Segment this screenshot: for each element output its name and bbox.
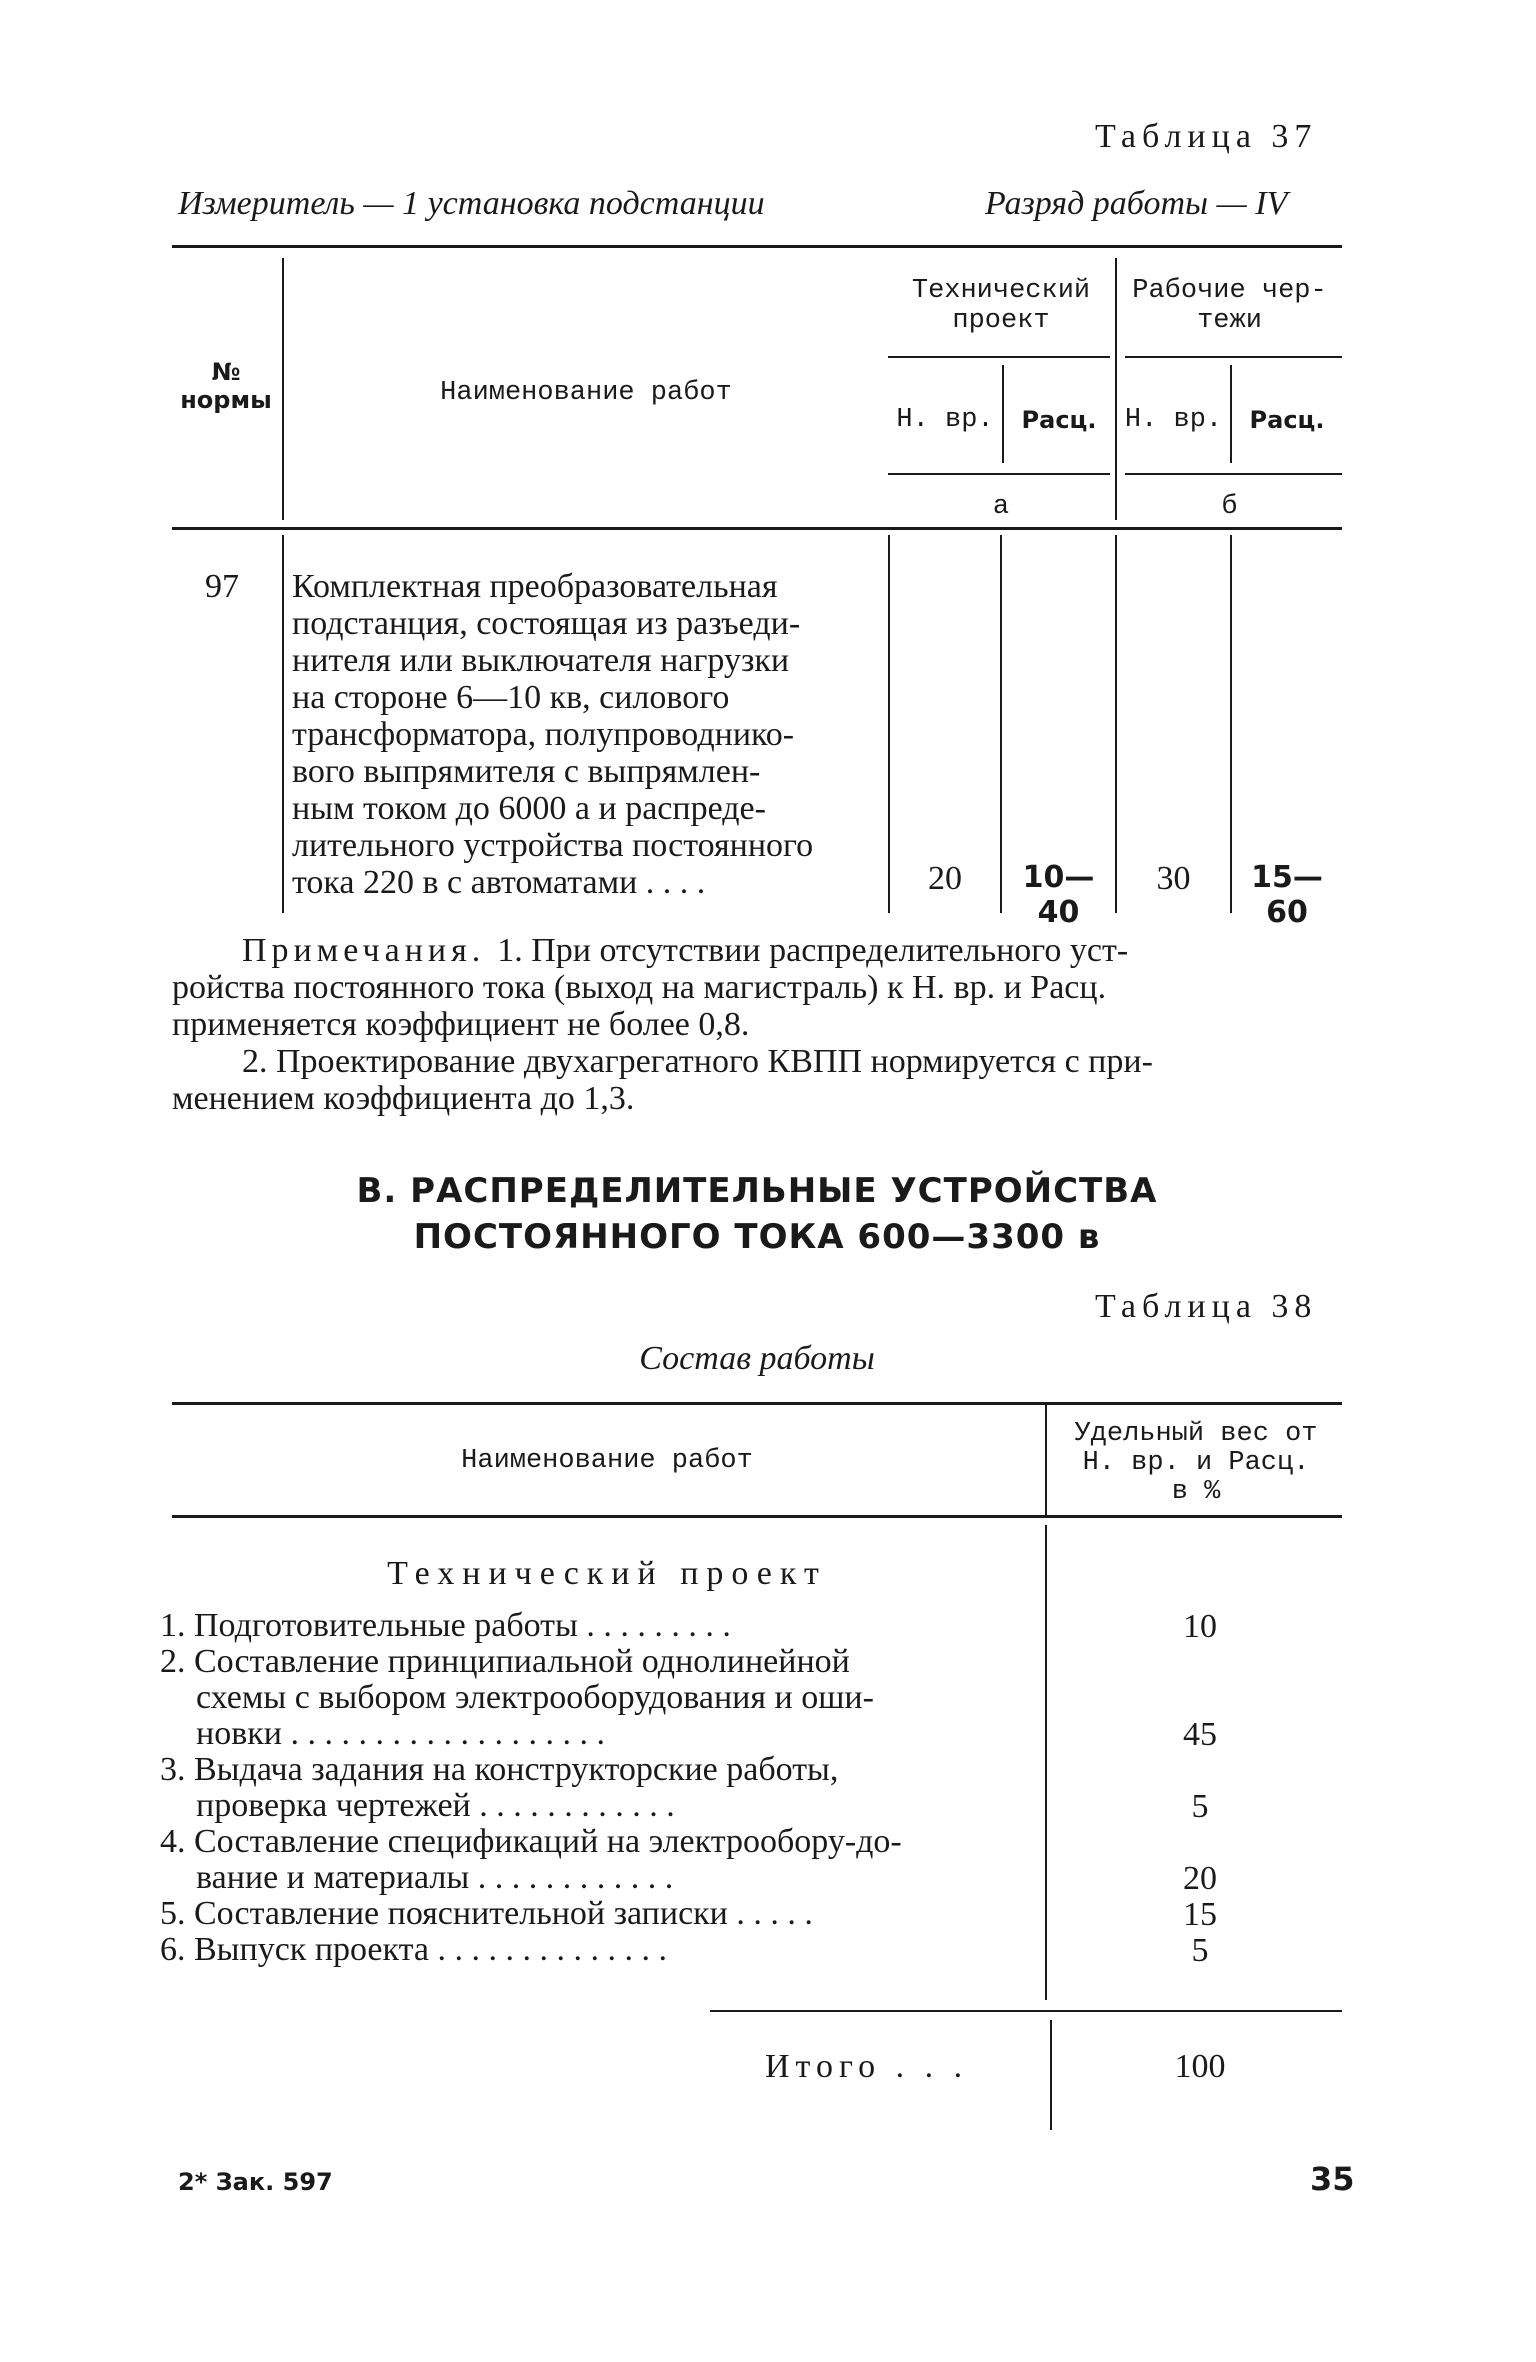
notes	[172, 932, 1342, 1117]
row-description-line: нителя или выключателя нагрузки	[292, 642, 790, 679]
table38-col-share: Удельный вес от Н. вр. и Расц. в %	[1074, 1419, 1318, 1507]
a-hvr-header: Н. вр.	[896, 405, 994, 435]
table38-row-line: новки . . . . . . . . . . . . . . . . . . .	[196, 1715, 605, 1752]
working-drawings-header: Рабочие чер- тежи	[1132, 276, 1327, 336]
footer-order: 2* Зак. 597	[178, 2168, 333, 2196]
table38-row	[160, 1896, 1030, 1932]
note-1-line-1: Примечания. 1. При отсутствии распределительного уст-	[242, 932, 1129, 969]
col-a-label: а	[992, 492, 1010, 522]
table38-row-line: 6. Выпуск проекта . . . . . . . . . . . . . .	[160, 1931, 667, 1968]
page-number: 35	[1310, 2160, 1355, 2198]
table38-row	[160, 1608, 1030, 1644]
table38-row	[160, 1644, 1030, 1752]
table38-caption: Таблица 38	[1095, 1288, 1318, 1325]
note-1-line-3: применяется коэффициент не более 0,8.	[172, 1006, 750, 1043]
table38-row-value: 45	[1183, 1716, 1217, 1753]
table38-row-value: 15	[1183, 1896, 1217, 1933]
table38-row-line: 5. Составление пояснительной записки . . . . .	[160, 1895, 813, 1932]
table38-group-title: Технический проект	[387, 1555, 827, 1592]
row-b-rasc: 15—60	[1251, 860, 1323, 930]
note-2-line-2: менением коэффициента до 1,3.	[172, 1080, 635, 1117]
table38-row-value: 5	[1191, 1932, 1209, 1969]
table38-row-line: 3. Выдача задания на конструкторские работы,	[160, 1751, 839, 1788]
b-hvr-header: Н. вр.	[1124, 405, 1223, 435]
a-rasc-header: Расц.	[1021, 406, 1097, 434]
table38-row-line: 4. Составление спецификаций на электрообору-до-	[160, 1823, 902, 1860]
row-description-line: трансформатора, полупроводнико-	[292, 716, 795, 753]
table38-row-line: 2. Составление принципиальной однолинейной	[160, 1643, 850, 1680]
row-a-hvr: 20	[928, 860, 962, 897]
row-description-line: ным током до 6000 а и распреде-	[292, 790, 766, 827]
table38-row-value: 10	[1183, 1608, 1217, 1645]
total-label: Итого . . .	[765, 2048, 969, 2085]
col-name-header: Наименование работ	[440, 378, 732, 408]
notes-label: Примечания.	[242, 932, 486, 969]
col-b-label: б	[1221, 492, 1238, 522]
row-description-line: на стороне 6—10 кв, силового	[292, 679, 730, 716]
table37-caption: Таблица 37	[1095, 118, 1318, 155]
b-rasc-header: Расц.	[1249, 406, 1325, 434]
col-num-header: № нормы	[180, 358, 272, 414]
table37-category: Разряд работы — IV	[985, 185, 1288, 222]
table38-row-line: проверка чертежей . . . . . . . . . . . .	[196, 1787, 675, 1824]
row-num: 97	[205, 568, 239, 605]
table38-subtitle: Состав работы	[639, 1340, 875, 1377]
table38-row	[160, 1932, 1030, 1968]
row-description-line: Комплектная преобразовательная	[292, 568, 778, 605]
table38-row-value: 5	[1191, 1788, 1209, 1825]
row-description	[292, 568, 882, 901]
table37-meter: Измеритель — 1 установка подстанции	[178, 185, 765, 222]
note-2-line-1: 2. Проектирование двухагрегатного КВПП нормируется с при-	[242, 1043, 1153, 1080]
row-description-line: подстанция, состоящая из разъеди-	[292, 605, 801, 642]
row-description-line: вого выпрямителя с выпрямлен-	[292, 753, 761, 790]
row-a-rasc: 10—40	[1022, 860, 1095, 930]
note-1-line-2: ройства постоянного тока (выход на магистраль) к Н. вр. и Расц.	[172, 969, 1107, 1006]
table38-row	[160, 1824, 1030, 1896]
table38-row-line: 1. Подготовительные работы . . . . . . . . .	[160, 1607, 731, 1644]
row-b-hvr: 30	[1156, 860, 1191, 897]
table38-row-value: 20	[1183, 1860, 1217, 1897]
table38-row-line: схемы с выбором электрооборудования и оши-	[196, 1679, 874, 1716]
tech-project-header: Технический проект	[911, 276, 1091, 336]
table38-col-name: Наименование работ	[461, 1446, 753, 1476]
section-heading: В. РАСПРЕДЕЛИТЕЛЬНЫЕ УСТРОЙСТВА ПОСТОЯННОГО ТОКА 600—3300 в	[356, 1171, 1158, 1257]
table38-row-line: вание и материалы . . . . . . . . . . . .	[196, 1859, 674, 1896]
row-description-line: лительного устройства постоянного	[292, 827, 814, 864]
table38-row	[160, 1752, 1030, 1824]
row-description-line: тока 220 в с автоматами . . . .	[292, 864, 706, 901]
total-value: 100	[1174, 2048, 1226, 2085]
